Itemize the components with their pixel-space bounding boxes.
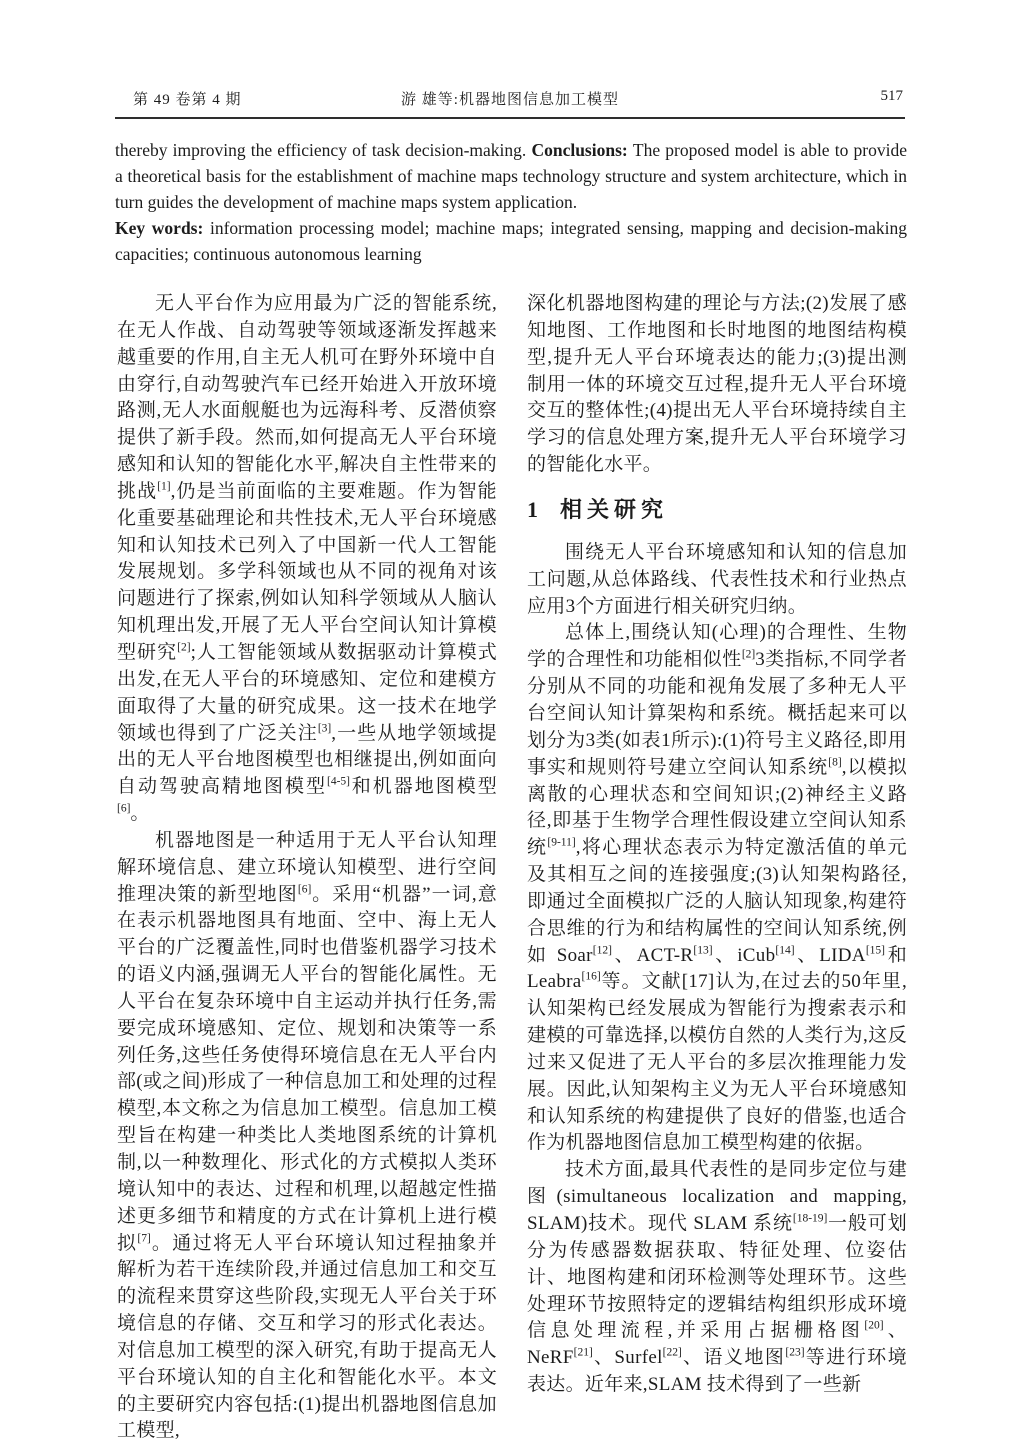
body-paragraph: 无人平台作为应用最为广泛的智能系统,在无人作战、自动驾驶等领域逐渐发挥越来越重要的作用,自主无人机可在野外环境中自由穿行,自动驾驶汽车已经开始进入开放环境路测,无人水面舰艇也为远海科考、反潜侦察提供了新手段。然而,如何提高无人平台环境感知和认知的智能化水平,解决自主性带来的挑战[1],仍是当前面临的主要难题。作为智能化重要基础理论和共性技术,无人平台环境感知和认知技术已列入了中国新一代人工智能发展规划。多学科领域也从不同的视角对该问题进行了探索,例如认知科学领域从人脑认知机理出发,开展了无人平台空间认知计算模型研究[2];人工智能领域从数据驱动计算模式出发,在无人平台的环境感知、定位和建模方面取得了大量的研究成果。这一技术在地学领域也得到了广泛关注[3],一些从地学领域提出的无人平台地图模型也相继提出,例如面向自动驾驶高精地图模型[4-5]和机器地图模型[6]。 — [117, 293, 497, 825]
section-title: 相关研究 — [560, 496, 669, 522]
right-column — [527, 291, 907, 1445]
section-heading — [527, 496, 907, 524]
body-paragraph-continuation: 深化机器地图构建的理论与方法;(2)发展了感知地图、工作地图和长时地图的地图结构模型,提升无人平台环境表达的能力;(3)提出测制用一体的环境交互过程,提升无人平台环境交互的整体性;(4)提出无人平台环境持续自主学习的信息处理方案,提升无人平台环境学习的智能化水平。 — [527, 293, 907, 476]
body-paragraph: 机器地图是一种适用于无人平台认知理解环境信息、建立环境认知模型、进行空间推理决策的新型地图[6]。采用“机器”一词,意在表示机器地图具有地面、空中、海上无人平台的广泛覆盖性,同时也借鉴机器学习技术的语义内涵,强调无人平台的智能化属性。无人平台在复杂环境中自主运动并执行任务,需要完成环境感知、定位、规划和决策等一系列任务,这些任务使得环境信息在无人平台内部(或之间)形成了一种信息加工和处理的过程模型,本文称之为信息加工模型。信息加工模型旨在构建一种类比人类地图系统的计算机制,以一种数理化、形式化的方式模拟人类环境认知中的表达、过程和机理,以超越定性描述更多细节和精度的方式在计算机上进行模拟[7]。通过将无人平台环境认知过程抽象并解析为若干连续阶段,并通过信息加工和交互的流程来贯穿这些阶段,实现无人平台关于环境信息的存储、交互和学习的形式化表达。对信息加工模型的深入研究,有助于提高无人平台环境认知的自主化和智能化水平。本文的主要研究内容包括:(1)提出机器地图信息加工模型, — [117, 829, 498, 1442]
left-column — [117, 291, 497, 1445]
page-header — [115, 88, 905, 110]
abstract-block — [115, 138, 907, 268]
abstract-english-paragraph: thereby improving the efficiency of task decision-making. Conclusions: The proposed model is able to provide a theoretical basis for the establishment of machine maps technology structure and system architecture, which in turn guides the development of machine maps system application. — [115, 140, 907, 212]
section-number: 1 — [527, 496, 538, 522]
body-paragraph: 总体上,围绕认知(心理)的合理性、生物学的合理性和功能相似性[2]3类指标,不同学者分别从不同的功能和视角发展了多种无人平台空间认知计算架构和系统。概括起来可以划分为3类(如表1所示):(1)符号主义路径,即用事实和规则符号建立空间认知系统[8],以模拟离散的心理状态和空间知识;(2)神经主义路径,即基于生物学合理性假设建立空间认知系统[9-11],将心理状态表示为特定激活值的单元及其相互之间的连接强度;(3)认知架构路径,即通过全面模拟广泛的人脑认知现象,构建符合思维的行为和结构属性的空间认知系统,例如 Soar[12]、ACT-R[13]、iCub[14]、LIDA[15]和 Leabra[16]等。文献[17]认为,在过去的50年里,认知架构已经发展成为智能行为搜索表示和建模的可靠选择,以模仿自然的人类行为,这反过来又促进了无人平台的多层次推理能力发展。因此,认知架构主义为无人平台环境感知和认知系统的构建提供了良好的借鉴,也适合作为机器地图信息加工模型构建的依据。 — [527, 622, 908, 1154]
running-title: 游 雄等:机器地图信息加工模型 — [401, 92, 619, 108]
body-paragraph: 技术方面,最具代表性的是同步定位与建图(simultaneous localization and mapping, SLAM)技术。现代 SLAM 系统[18-19]一般可划分为传感器数据获取、特征处理、位姿估计、地图构建和闭环检测等处理环节。这些处理环节按照特定的逻辑结构组织形成环境信息处理流程,并采用占据栅格图[20]、NeRF[21]、Surfel[22]、语义地图[23]等进行环境表达。近年来,SLAM 技术得到了一些新 — [527, 1159, 907, 1396]
header-divider — [115, 117, 905, 119]
body-paragraph: 围绕无人平台环境感知和认知的信息加工问题,从总体路线、代表性技术和行业热点应用3个方面进行相关研究归纳。 — [527, 541, 907, 617]
page-number: 517 — [880, 88, 903, 104]
body-columns — [117, 291, 907, 1445]
journal-issue: 第 49 卷第 4 期 — [133, 92, 242, 108]
keywords-paragraph: Key words: information processing model; machine maps; integrated sensing, mapping and decision-making capacities; continuous autonomous learning — [115, 217, 907, 264]
